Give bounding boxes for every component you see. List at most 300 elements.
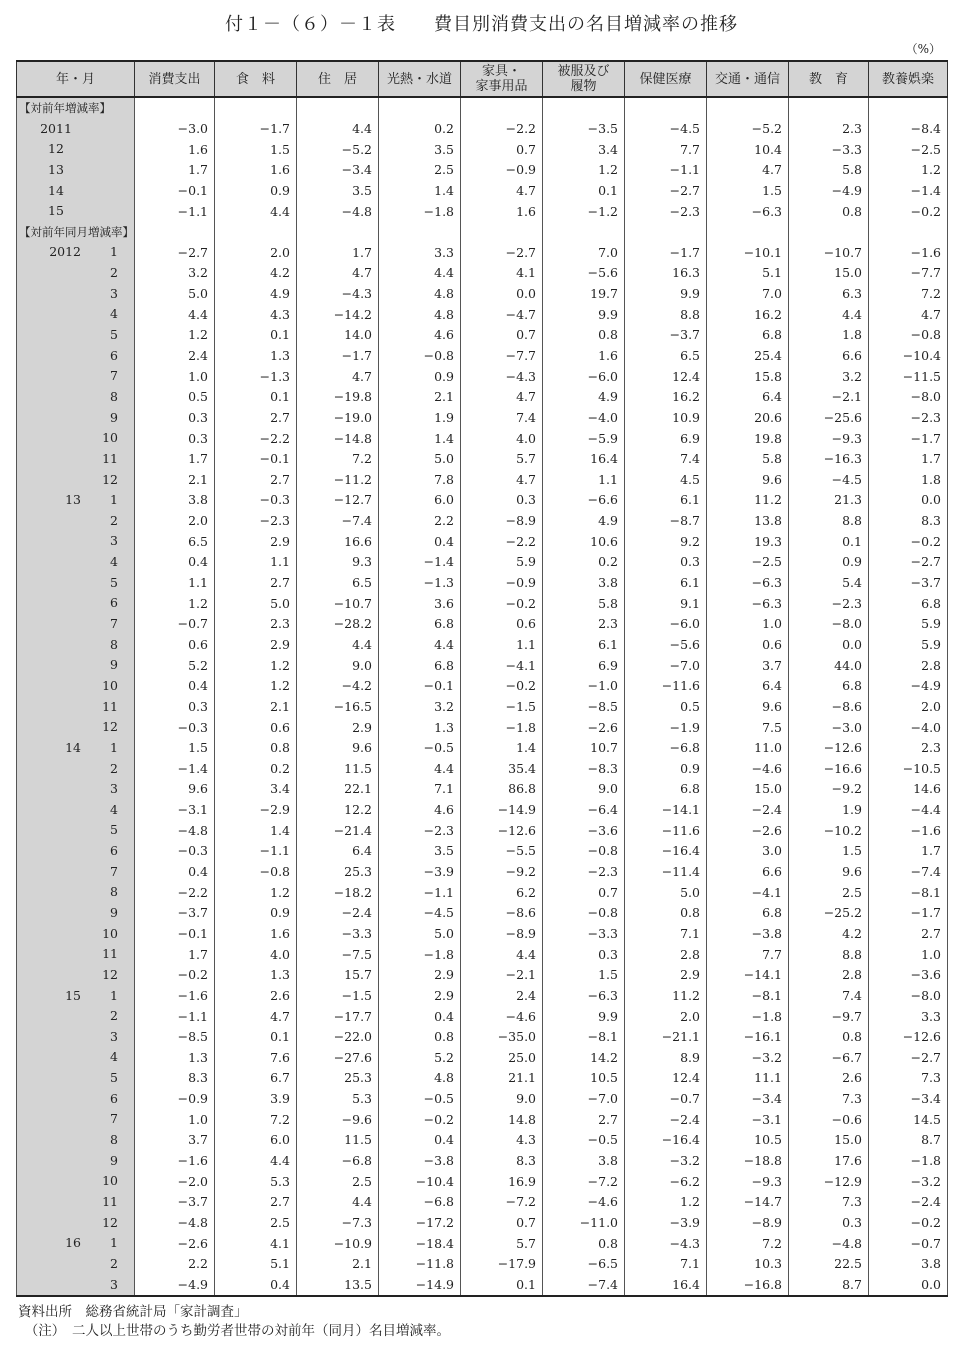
value-cell: 2.8 <box>625 944 707 965</box>
table-row <box>17 759 948 780</box>
value-cell: −10.2 <box>789 820 869 841</box>
value-cell: 2.0 <box>215 242 297 263</box>
value-cell: 8.3 <box>461 1151 543 1172</box>
value-cell: 1.9 <box>789 800 869 821</box>
value-cell: −8.1 <box>869 882 948 903</box>
value-cell: 4.7 <box>297 366 379 387</box>
value-cell: 5.0 <box>379 924 461 945</box>
value-cell: −9.3 <box>707 1171 789 1192</box>
value-cell: 4.4 <box>379 635 461 656</box>
value-cell: −2.6 <box>707 820 789 841</box>
value-cell: −27.6 <box>297 1047 379 1068</box>
value-cell: 1.2 <box>135 325 215 346</box>
value-cell: −4.7 <box>461 304 543 325</box>
month-label: 5 <box>110 822 118 838</box>
value-cell: 0.5 <box>135 387 215 408</box>
table-row <box>17 139 948 160</box>
value-cell: 15.0 <box>789 263 869 284</box>
value-cell: 25.3 <box>297 1068 379 1089</box>
value-cell: 1.0 <box>707 614 789 635</box>
value-cell: −14.2 <box>297 304 379 325</box>
table-row <box>17 181 948 202</box>
month-label: 12 <box>102 719 118 735</box>
value-cell: −0.2 <box>869 1213 948 1234</box>
value-cell: 0.0 <box>461 284 543 305</box>
value-cell: 21.1 <box>461 1068 543 1089</box>
value-cell: −7.4 <box>869 862 948 883</box>
value-cell: −3.3 <box>789 139 869 160</box>
value-cell: 0.9 <box>789 552 869 573</box>
value-cell: 6.1 <box>543 635 625 656</box>
value-cell: 2.4 <box>135 346 215 367</box>
value-cell: −0.9 <box>461 573 543 594</box>
value-cell: 1.5 <box>215 139 297 160</box>
value-cell: 2.7 <box>543 1109 625 1130</box>
value-cell: 3.8 <box>135 490 215 511</box>
value-cell: −5.6 <box>625 635 707 656</box>
value-cell: −10.9 <box>297 1233 379 1254</box>
value-cell: 1.5 <box>707 181 789 202</box>
value-cell: −9.2 <box>789 779 869 800</box>
value-cell: 0.1 <box>215 325 297 346</box>
value-cell: −3.2 <box>625 1151 707 1172</box>
value-cell: −7.5 <box>297 944 379 965</box>
year-label: 2011 <box>40 120 72 136</box>
month-label: 2 <box>110 265 118 281</box>
period-cell <box>17 511 135 532</box>
table-header-row <box>17 61 948 97</box>
table-row <box>17 1089 948 1110</box>
table-row <box>17 490 948 511</box>
value-cell: 22.5 <box>789 1254 869 1275</box>
value-cell: 4.4 <box>297 1192 379 1213</box>
value-cell: −6.3 <box>707 573 789 594</box>
period-cell <box>17 552 135 573</box>
month-label: 1 <box>110 987 118 1003</box>
value-cell: 1.6 <box>461 201 543 222</box>
value-cell: 1.0 <box>135 366 215 387</box>
value-cell: −4.9 <box>869 676 948 697</box>
value-cell: −9.7 <box>789 1006 869 1027</box>
value-cell: 1.2 <box>135 593 215 614</box>
value-cell: 4.7 <box>461 387 543 408</box>
month-label: 11 <box>102 698 118 714</box>
value-cell: −4.4 <box>869 800 948 821</box>
table-row <box>17 449 948 470</box>
value-cell: 14.5 <box>869 1109 948 1130</box>
value-cell: 0.2 <box>543 552 625 573</box>
period-cell <box>17 944 135 965</box>
value-cell: 5.8 <box>707 449 789 470</box>
value-cell: −2.6 <box>543 717 625 738</box>
value-cell: 2.5 <box>789 882 869 903</box>
table-row <box>17 738 948 759</box>
value-cell: −5.5 <box>461 841 543 862</box>
empty-cell <box>461 222 543 243</box>
value-cell: −2.5 <box>707 552 789 573</box>
table-row <box>17 1192 948 1213</box>
value-cell: 0.0 <box>869 1275 948 1297</box>
month-label: 8 <box>110 388 118 404</box>
value-cell: 35.4 <box>461 759 543 780</box>
value-cell: 7.2 <box>297 449 379 470</box>
value-cell: 8.9 <box>625 1047 707 1068</box>
value-cell: 6.8 <box>379 655 461 676</box>
month-label: 3 <box>110 781 118 797</box>
month-label: 3 <box>110 1028 118 1044</box>
value-cell: 6.9 <box>625 428 707 449</box>
value-cell: −3.8 <box>379 1151 461 1172</box>
value-cell: 0.7 <box>461 139 543 160</box>
value-cell: 5.0 <box>135 284 215 305</box>
value-cell: 6.6 <box>707 862 789 883</box>
value-cell: 9.6 <box>135 779 215 800</box>
period-cell <box>17 676 135 697</box>
period-cell <box>17 325 135 346</box>
table-row <box>17 800 948 821</box>
table-row <box>17 779 948 800</box>
month-label: 12 <box>102 966 118 982</box>
value-cell: 0.3 <box>135 408 215 429</box>
empty-cell <box>135 97 215 119</box>
value-cell: 9.0 <box>297 655 379 676</box>
table-row <box>17 1006 948 1027</box>
source-note: 資料出所 総務省統計局「家計調査」 <box>18 1304 248 1320</box>
value-cell: 7.4 <box>625 449 707 470</box>
value-cell: 5.1 <box>215 1254 297 1275</box>
value-cell: 11.2 <box>707 490 789 511</box>
value-cell: −7.0 <box>625 655 707 676</box>
value-cell: 1.0 <box>135 1109 215 1130</box>
year-label: 16 <box>65 1235 81 1251</box>
value-cell: −7.2 <box>543 1171 625 1192</box>
value-cell: 1.2 <box>215 882 297 903</box>
value-cell: 17.6 <box>789 1151 869 1172</box>
table-row <box>17 944 948 965</box>
value-cell: 4.9 <box>543 511 625 532</box>
empty-cell <box>215 97 297 119</box>
value-cell: −14.1 <box>707 965 789 986</box>
month-label: 1 <box>110 739 118 755</box>
table-row <box>17 119 948 140</box>
value-cell: 9.0 <box>461 1089 543 1110</box>
value-cell: 12.4 <box>625 1068 707 1089</box>
value-cell: 9.0 <box>543 779 625 800</box>
table-row <box>17 1130 948 1151</box>
value-cell: 5.7 <box>461 449 543 470</box>
value-cell: −6.3 <box>707 593 789 614</box>
value-cell: −2.3 <box>869 408 948 429</box>
value-cell: 6.8 <box>707 903 789 924</box>
value-cell: −7.7 <box>869 263 948 284</box>
value-cell: 2.5 <box>379 160 461 181</box>
value-cell: −14.7 <box>707 1192 789 1213</box>
value-cell: 9.9 <box>625 284 707 305</box>
value-cell: 7.3 <box>869 1068 948 1089</box>
value-cell: 16.9 <box>461 1171 543 1192</box>
table-row <box>17 1068 948 1089</box>
value-cell: −0.5 <box>543 1130 625 1151</box>
column-header: 家具・ 家事用品 <box>461 61 543 97</box>
value-cell: −1.5 <box>461 697 543 718</box>
value-cell: −1.4 <box>869 181 948 202</box>
month-label: 7 <box>110 616 118 632</box>
value-cell: 1.2 <box>215 676 297 697</box>
value-cell: 3.8 <box>869 1254 948 1275</box>
value-cell: −0.2 <box>869 201 948 222</box>
value-cell: 2.8 <box>789 965 869 986</box>
period-cell <box>17 717 135 738</box>
value-cell: 6.8 <box>707 325 789 346</box>
value-cell: −8.7 <box>625 511 707 532</box>
value-cell: 5.8 <box>543 593 625 614</box>
value-cell: 0.4 <box>135 862 215 883</box>
value-cell: 0.5 <box>625 697 707 718</box>
value-cell: −3.8 <box>707 924 789 945</box>
value-cell: −8.9 <box>461 511 543 532</box>
value-cell: −4.8 <box>789 1233 869 1254</box>
period-cell <box>17 738 135 759</box>
month-label: 4 <box>110 801 118 817</box>
value-cell: 6.6 <box>789 346 869 367</box>
value-cell: −9.2 <box>461 862 543 883</box>
section-row <box>17 222 948 243</box>
value-cell: 3.4 <box>215 779 297 800</box>
value-cell: −18.4 <box>379 1233 461 1254</box>
period-cell <box>17 779 135 800</box>
value-cell: −2.4 <box>625 1109 707 1130</box>
value-cell: −1.7 <box>625 242 707 263</box>
value-cell: −1.4 <box>379 552 461 573</box>
annotation-note: （注） 二人以上世帯のうち勤労者世帯の対前年（同月）名目増減率。 <box>18 1323 450 1339</box>
value-cell: 0.6 <box>461 614 543 635</box>
value-cell: 0.8 <box>789 201 869 222</box>
year-label: 12 <box>48 141 64 157</box>
value-cell: −2.3 <box>543 862 625 883</box>
value-cell: −14.9 <box>379 1275 461 1297</box>
value-cell: 6.5 <box>297 573 379 594</box>
value-cell: 0.3 <box>135 428 215 449</box>
period-cell <box>17 655 135 676</box>
value-cell: 0.6 <box>135 635 215 656</box>
value-cell: 15.7 <box>297 965 379 986</box>
value-cell: −1.3 <box>215 366 297 387</box>
value-cell: 9.9 <box>543 1006 625 1027</box>
value-cell: −18.2 <box>297 882 379 903</box>
value-cell: 11.5 <box>297 759 379 780</box>
period-cell <box>17 1068 135 1089</box>
section-row <box>17 97 948 119</box>
value-cell: −12.9 <box>789 1171 869 1192</box>
value-cell: 10.5 <box>543 1068 625 1089</box>
value-cell: −10.7 <box>789 242 869 263</box>
value-cell: −0.2 <box>135 965 215 986</box>
column-header: 教養娯楽 <box>869 61 948 97</box>
value-cell: −7.0 <box>543 1089 625 1110</box>
value-cell: −7.7 <box>461 346 543 367</box>
value-cell: 4.9 <box>543 387 625 408</box>
value-cell: −2.3 <box>215 511 297 532</box>
value-cell: −0.8 <box>869 325 948 346</box>
period-cell <box>17 449 135 470</box>
value-cell: 3.8 <box>543 573 625 594</box>
value-cell: 21.3 <box>789 490 869 511</box>
value-cell: 8.3 <box>135 1068 215 1089</box>
value-cell: 16.3 <box>625 263 707 284</box>
value-cell: 5.0 <box>215 593 297 614</box>
month-label: 7 <box>110 863 118 879</box>
value-cell: −2.3 <box>789 593 869 614</box>
value-cell: 7.2 <box>869 284 948 305</box>
column-header: 保健医療 <box>625 61 707 97</box>
value-cell: −3.6 <box>543 820 625 841</box>
value-cell: −6.4 <box>543 800 625 821</box>
value-cell: 3.6 <box>379 593 461 614</box>
value-cell: −14.9 <box>461 800 543 821</box>
value-cell: −0.7 <box>625 1089 707 1110</box>
table-row <box>17 552 948 573</box>
period-cell <box>17 862 135 883</box>
value-cell: 6.5 <box>625 346 707 367</box>
table-row <box>17 325 948 346</box>
value-cell: 2.3 <box>789 119 869 140</box>
value-cell: −2.4 <box>707 800 789 821</box>
value-cell: 14.6 <box>869 779 948 800</box>
value-cell: −16.3 <box>789 449 869 470</box>
value-cell: −2.7 <box>135 242 215 263</box>
value-cell: 16.4 <box>625 1275 707 1297</box>
value-cell: 2.1 <box>215 697 297 718</box>
value-cell: 1.1 <box>543 470 625 491</box>
value-cell: −0.1 <box>379 676 461 697</box>
value-cell: −6.8 <box>379 1192 461 1213</box>
table-row <box>17 882 948 903</box>
value-cell: 1.5 <box>135 738 215 759</box>
value-cell: 3.4 <box>543 139 625 160</box>
value-cell: 0.9 <box>215 903 297 924</box>
month-label: 4 <box>110 1049 118 1065</box>
value-cell: −0.7 <box>869 1233 948 1254</box>
value-cell: 1.4 <box>461 738 543 759</box>
value-cell: 4.7 <box>461 470 543 491</box>
value-cell: 1.7 <box>135 160 215 181</box>
table-row <box>17 511 948 532</box>
value-cell: 1.3 <box>215 346 297 367</box>
value-cell: −8.9 <box>707 1213 789 1234</box>
value-cell: 6.0 <box>215 1130 297 1151</box>
month-label: 2 <box>110 512 118 528</box>
value-cell: 1.2 <box>869 160 948 181</box>
value-cell: 3.2 <box>379 697 461 718</box>
value-cell: 1.1 <box>135 573 215 594</box>
value-cell: 2.9 <box>379 965 461 986</box>
period-cell <box>17 139 135 160</box>
value-cell: 1.3 <box>135 1047 215 1068</box>
value-cell: 6.8 <box>869 593 948 614</box>
value-cell: −6.0 <box>543 366 625 387</box>
month-label: 5 <box>110 574 118 590</box>
value-cell: −17.7 <box>297 1006 379 1027</box>
value-cell: −35.0 <box>461 1027 543 1048</box>
value-cell: −10.5 <box>869 759 948 780</box>
value-cell: −5.2 <box>297 139 379 160</box>
value-cell: 1.5 <box>789 841 869 862</box>
value-cell: 4.7 <box>869 304 948 325</box>
column-header: 教 育 <box>789 61 869 97</box>
value-cell: 7.5 <box>707 717 789 738</box>
value-cell: −2.2 <box>215 428 297 449</box>
value-cell: −16.4 <box>625 841 707 862</box>
value-cell: 1.2 <box>543 160 625 181</box>
value-cell: −22.0 <box>297 1027 379 1048</box>
month-label: 6 <box>110 843 118 859</box>
value-cell: −3.9 <box>625 1213 707 1234</box>
table-row <box>17 242 948 263</box>
value-cell: 5.8 <box>789 160 869 181</box>
value-cell: 4.1 <box>461 263 543 284</box>
period-cell <box>17 408 135 429</box>
column-header: 年・月 <box>17 61 135 97</box>
value-cell: −10.4 <box>379 1171 461 1192</box>
value-cell: 25.4 <box>707 346 789 367</box>
empty-cell <box>297 97 379 119</box>
value-cell: −28.2 <box>297 614 379 635</box>
value-cell: 7.0 <box>707 284 789 305</box>
value-cell: 0.7 <box>461 1213 543 1234</box>
value-cell: −1.4 <box>135 759 215 780</box>
value-cell: 1.6 <box>215 160 297 181</box>
value-cell: −0.2 <box>379 1109 461 1130</box>
value-cell: 2.3 <box>215 614 297 635</box>
table-row <box>17 1047 948 1068</box>
value-cell: 3.3 <box>869 1006 948 1027</box>
value-cell: −1.6 <box>869 820 948 841</box>
value-cell: −6.0 <box>625 614 707 635</box>
value-cell: 2.9 <box>215 635 297 656</box>
value-cell: −8.5 <box>543 697 625 718</box>
year-label: 13 <box>48 161 64 177</box>
empty-cell <box>215 222 297 243</box>
month-label: 1 <box>110 244 118 260</box>
value-cell: 1.4 <box>379 428 461 449</box>
period-cell <box>17 263 135 284</box>
value-cell: 7.7 <box>707 944 789 965</box>
value-cell: 6.2 <box>461 882 543 903</box>
value-cell: −1.6 <box>135 986 215 1007</box>
value-cell: 4.4 <box>379 759 461 780</box>
value-cell: 1.1 <box>461 635 543 656</box>
table-row <box>17 366 948 387</box>
unit-label: （%） <box>905 42 941 56</box>
value-cell: 3.0 <box>707 841 789 862</box>
empty-cell <box>869 222 948 243</box>
section-label: 【対前年同月増減率】 <box>17 222 135 243</box>
value-cell: −4.0 <box>869 717 948 738</box>
value-cell: −0.1 <box>135 924 215 945</box>
value-cell: 0.4 <box>379 531 461 552</box>
table-row <box>17 717 948 738</box>
value-cell: −1.6 <box>869 242 948 263</box>
value-cell: 8.8 <box>625 304 707 325</box>
month-label: 8 <box>110 884 118 900</box>
period-cell <box>17 1254 135 1275</box>
value-cell: 5.7 <box>461 1233 543 1254</box>
period-cell <box>17 470 135 491</box>
value-cell: 11.2 <box>625 986 707 1007</box>
value-cell: 16.2 <box>707 304 789 325</box>
value-cell: 12.2 <box>297 800 379 821</box>
period-cell <box>17 573 135 594</box>
